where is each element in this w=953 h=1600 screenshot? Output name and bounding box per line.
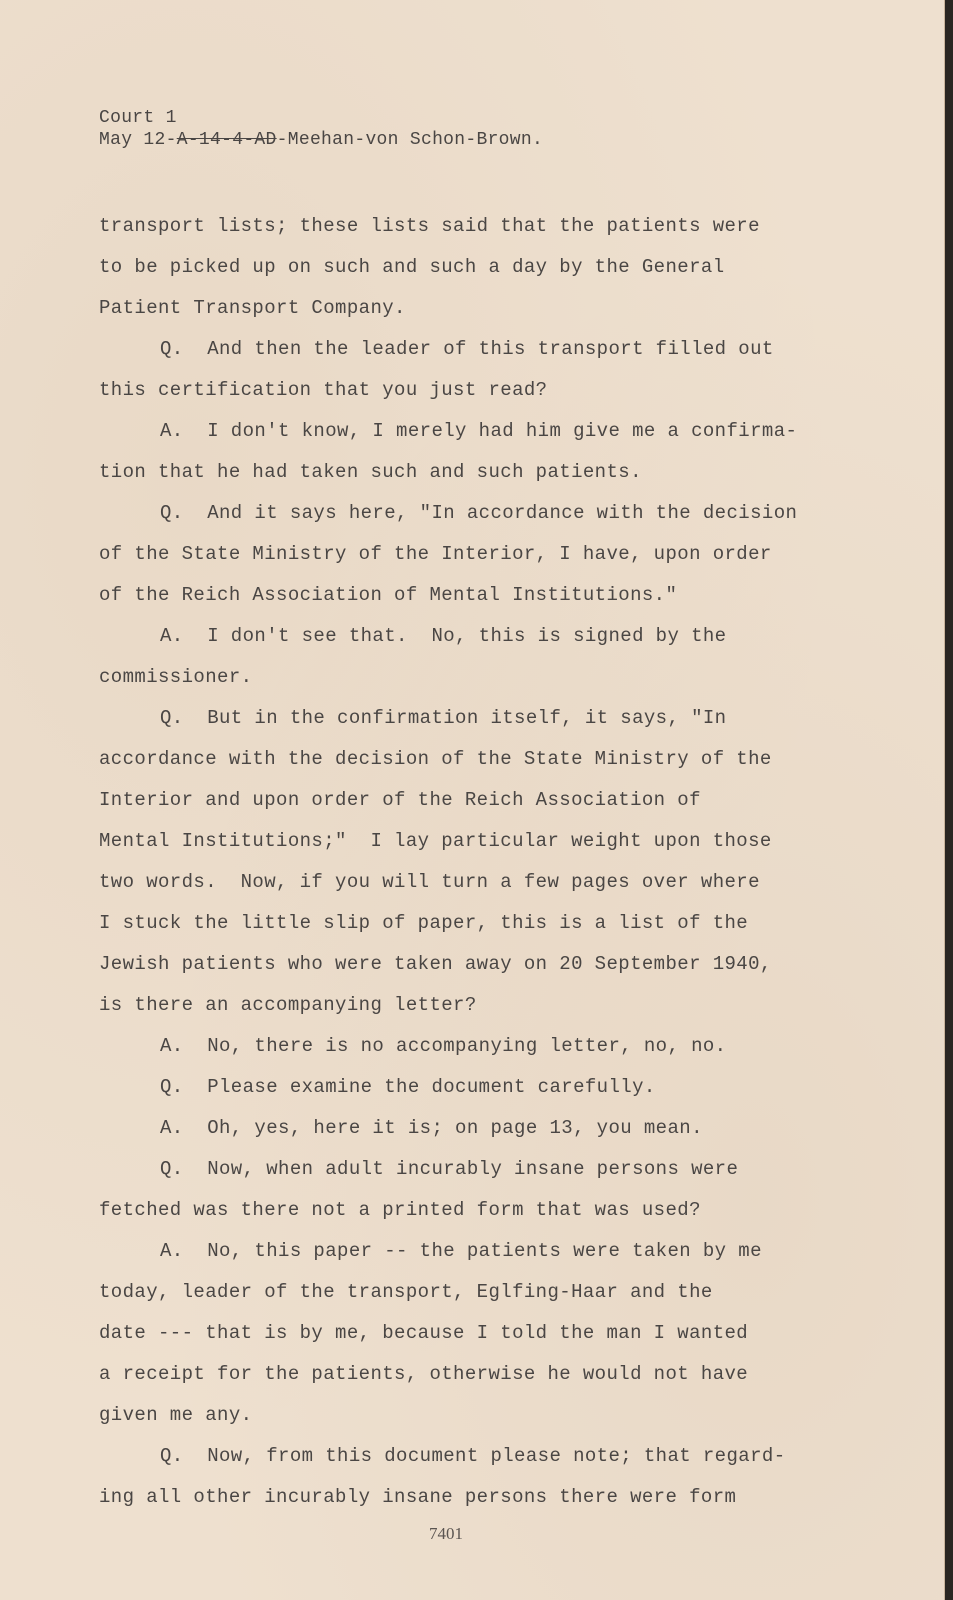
transcript-line: tion that he had taken such and such patients. bbox=[99, 461, 642, 483]
transcript-line: this certification that you just read? bbox=[99, 379, 548, 401]
transcript-line: transport lists; these lists said that the patients were bbox=[99, 215, 760, 237]
transcript-line: fetched was there not a printed form that was used? bbox=[99, 1199, 701, 1221]
transcript-line: two words. Now, if you will turn a few pages over where bbox=[99, 871, 760, 893]
transcript-line: Patient Transport Company. bbox=[99, 297, 406, 319]
transcript-line: Q. And it says here, "In accordance with the decision bbox=[160, 502, 798, 524]
transcript-body bbox=[99, 206, 819, 1518]
transcript-line: A. No, this paper -- the patients were taken by me bbox=[160, 1240, 762, 1262]
transcript-line: Q. But in the confirmation itself, it says, "In bbox=[160, 707, 727, 729]
transcript-line: A. I don't see that. No, this is signed by the bbox=[160, 625, 727, 647]
transcript-line: given me any. bbox=[99, 1404, 253, 1426]
transcript-line: of the Reich Association of Mental Institutions." bbox=[99, 584, 678, 606]
transcript-line: A. I don't know, I merely had him give me a confirma- bbox=[160, 420, 798, 442]
transcript-line: Q. Now, when adult incurably insane persons were bbox=[160, 1158, 739, 1180]
transcript-line: ing all other incurably insane persons there were form bbox=[99, 1486, 737, 1508]
transcript-line: Jewish patients who were taken away on 20 September 1940, bbox=[99, 953, 772, 975]
session-line bbox=[99, 129, 543, 151]
session-date: May 12- bbox=[99, 130, 177, 150]
transcript-line: commissioner. bbox=[99, 666, 253, 688]
transcript-line: date --- that is by me, because I told the man I wanted bbox=[99, 1322, 749, 1344]
transcript-line: a receipt for the patients, otherwise he would not have bbox=[99, 1363, 749, 1385]
transcript-line: Interior and upon order of the Reich Association of bbox=[99, 789, 701, 811]
transcript-line: is there an accompanying letter? bbox=[99, 994, 477, 1016]
transcript-line: A. Oh, yes, here it is; on page 13, you mean. bbox=[160, 1117, 703, 1139]
struck-out-text: A-14-4-AD bbox=[176, 130, 277, 150]
transcript-line: to be picked up on such and such a day by the General bbox=[99, 256, 725, 278]
page-header bbox=[99, 107, 543, 151]
transcript-line: Mental Institutions;" I lay particular weight upon those bbox=[99, 830, 772, 852]
session-participants: -Meehan-von Schon-Brown. bbox=[276, 130, 544, 150]
transcript-line: Q. And then the leader of this transport filled out bbox=[160, 338, 774, 360]
transcript-line: accordance with the decision of the State Ministry of the bbox=[99, 748, 772, 770]
transcript-line: I stuck the little slip of paper, this is a list of the bbox=[99, 912, 749, 934]
page-number: 7401 bbox=[429, 1524, 463, 1543]
transcript-line: today, leader of the transport, Eglfing-Haar and the bbox=[99, 1281, 713, 1303]
court-label: Court 1 bbox=[99, 108, 177, 128]
transcript-line: A. No, there is no accompanying letter, no, no. bbox=[160, 1035, 727, 1057]
transcript-line: Q. Please examine the document carefully. bbox=[160, 1076, 656, 1098]
transcript-line: of the State Ministry of the Interior, I have, upon order bbox=[99, 543, 772, 565]
transcript-line: Q. Now, from this document please note; that regard- bbox=[160, 1445, 786, 1467]
